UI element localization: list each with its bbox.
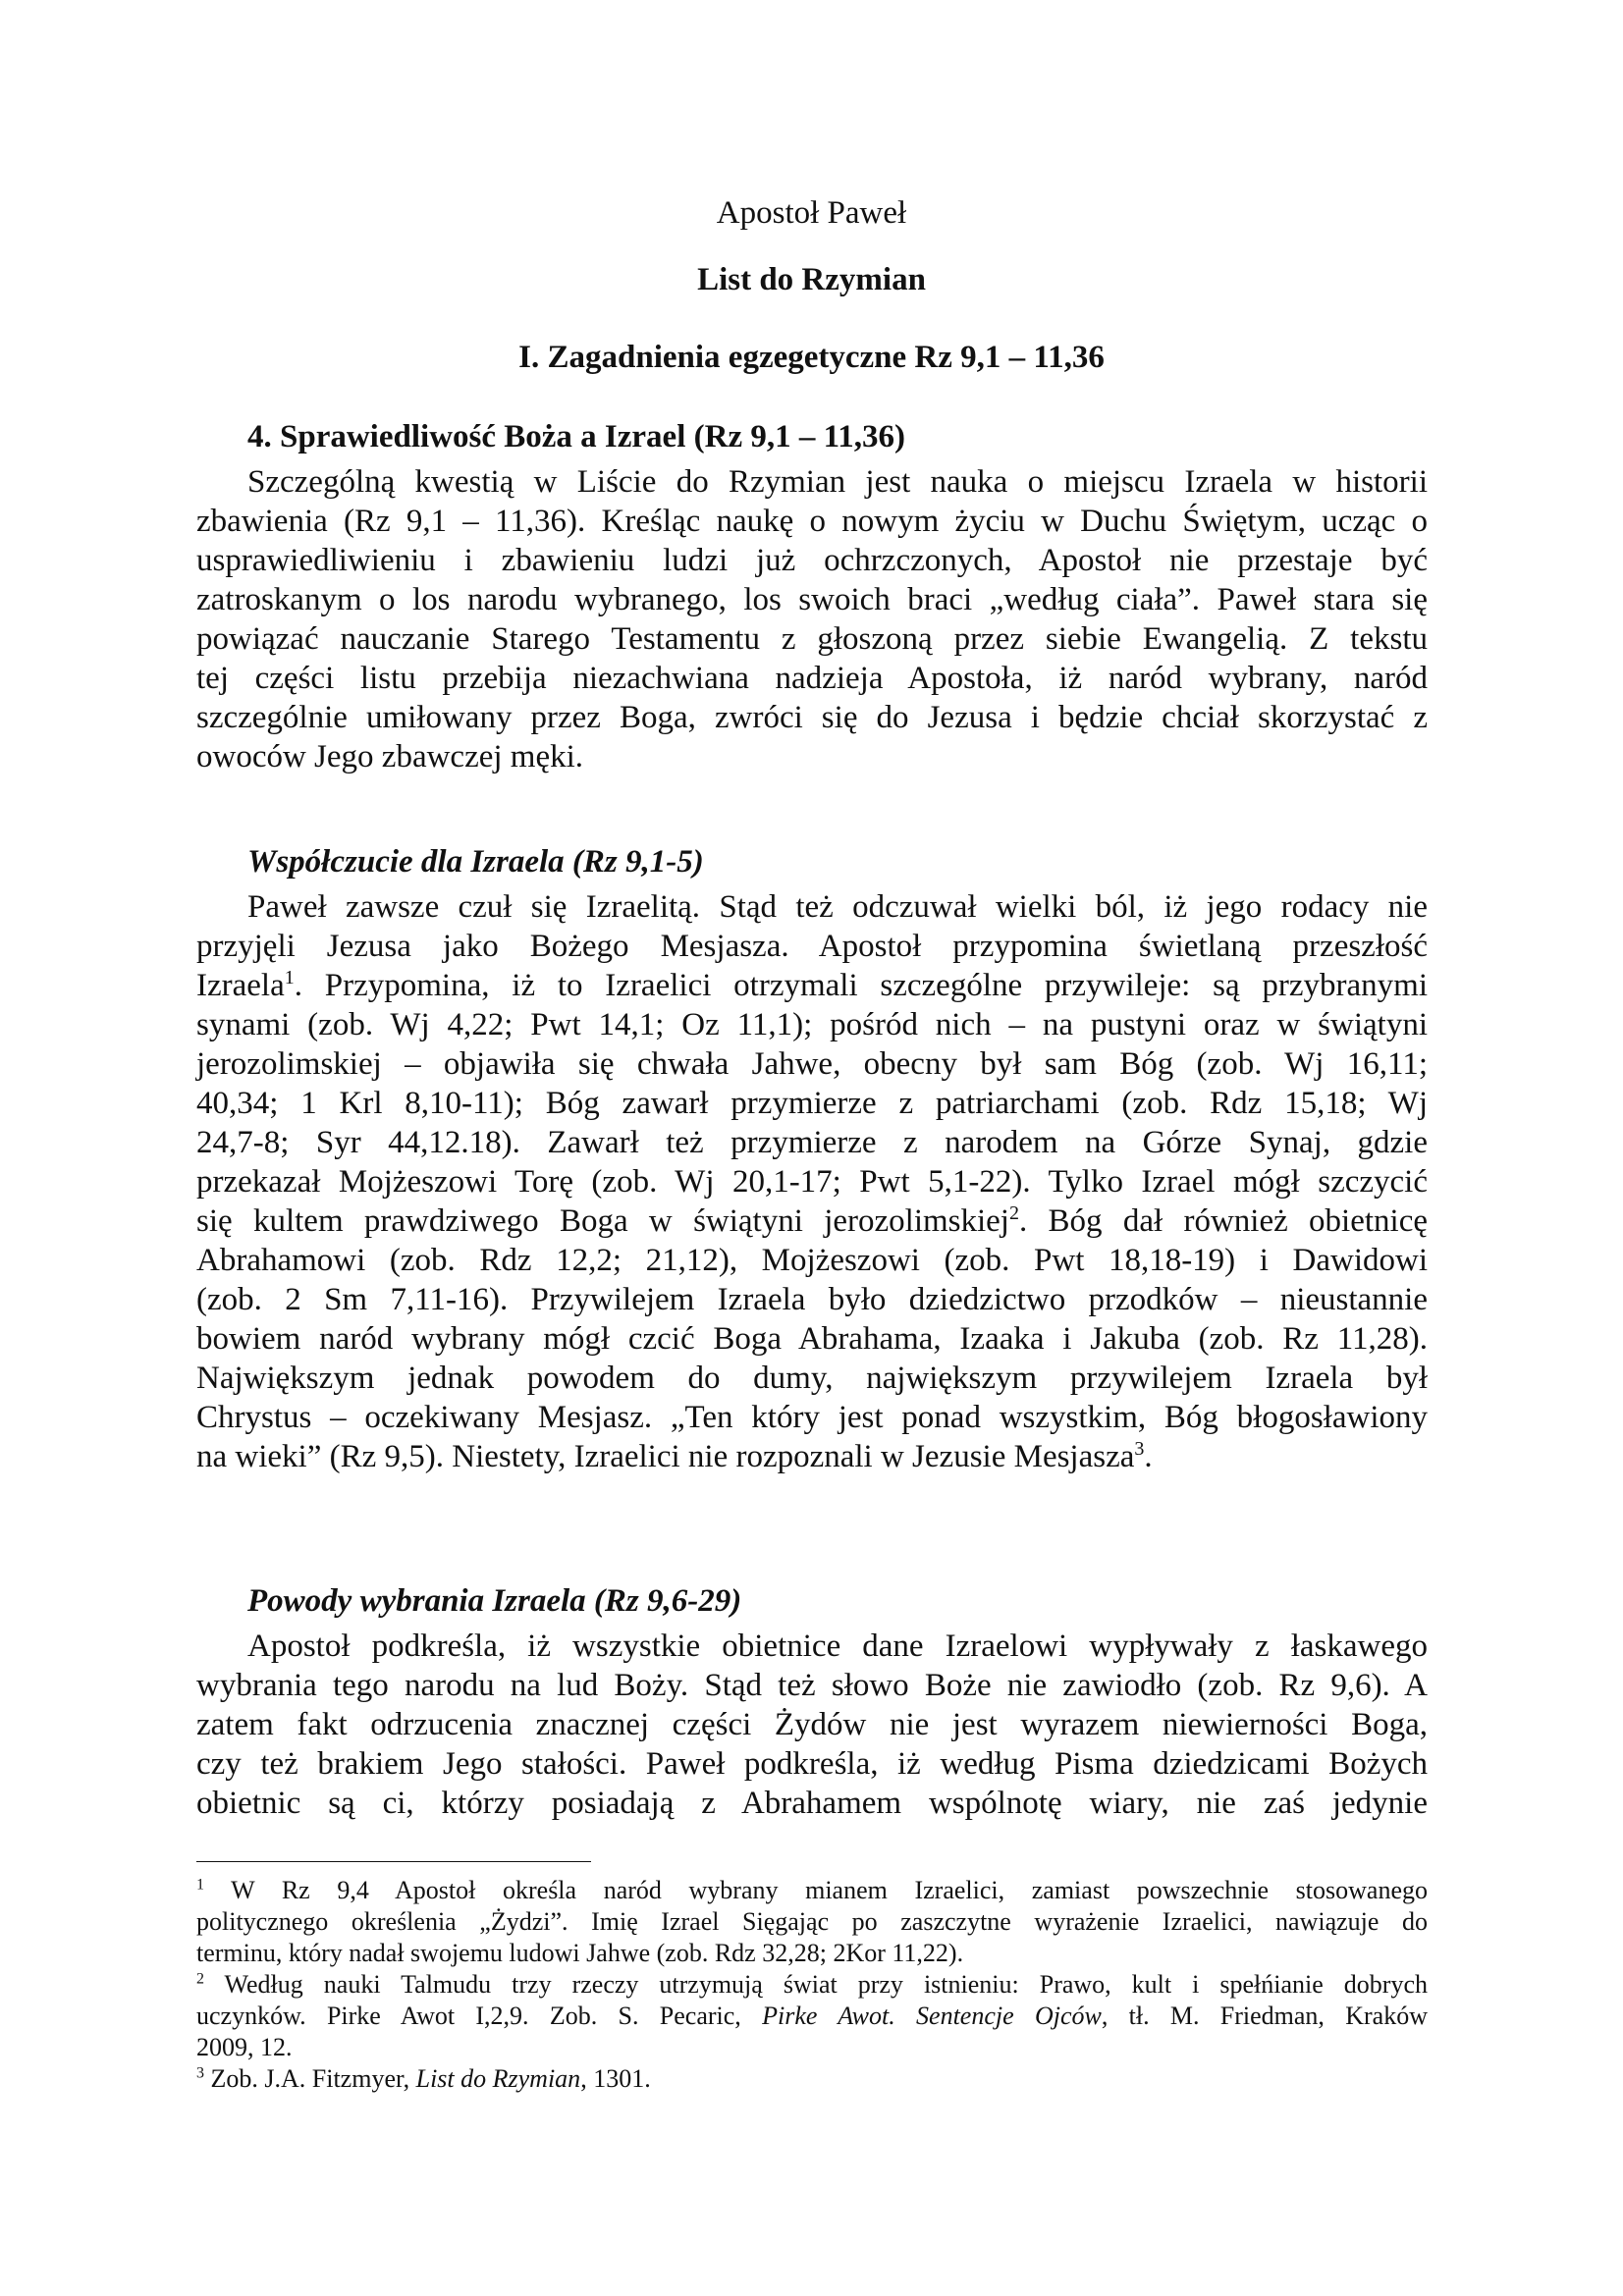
text-line: Apostoł podkreśla, iż wszystkie obietnice dane Izraelowi wypływały z łaskawego bbox=[247, 1629, 1428, 1664]
text-line: zbawienia (Rz 9,1 – 11,36). Kreśląc naukę o nowym życiu w Duchu Świętym, ucząc o bbox=[196, 504, 1428, 539]
footnote-1-line: politycznego określenia „Żydzi”. Imię Izrael Sięgając po zaszczytne wyrażenie Izraelici, nawiązuje do bbox=[196, 1907, 1428, 1936]
text-line: tej części listu przebija niezachwiana nadzieja Apostoła, iż naród wybrany, naród bbox=[196, 661, 1428, 696]
text-line: owoców Jego zbawczej męki. bbox=[196, 739, 584, 774]
footnote-2-line: 2009, 12. bbox=[196, 2033, 293, 2061]
text-line: czy też brakiem Jego stałości. Paweł podkreśla, iż według Pisma dziedzicami Bożych bbox=[196, 1746, 1428, 1782]
text-fragment: , 1301. bbox=[580, 2064, 651, 2093]
text-line: (zob. 2 Sm 7,11-16). Przywilejem Izraela było dziedzictwo przodków – nieustannie bbox=[196, 1282, 1428, 1317]
footnote-separator bbox=[196, 1861, 591, 1862]
text-fragment: , tł. M. Friedman, Kraków bbox=[1101, 2002, 1428, 2030]
footnote-number: 1 bbox=[196, 1876, 204, 1894]
text-fragment: . Bóg dał również obietnicę bbox=[1018, 1203, 1428, 1239]
text-line: Największym jednak powodem do dumy, największym przywilejem Izraela był bbox=[196, 1361, 1428, 1396]
footnote-number: 3 bbox=[196, 2064, 204, 2082]
text-line: usprawiedliwieniu i zbawieniu ludzi już ochrzczonych, Apostoł nie przestaje być bbox=[196, 543, 1428, 578]
text-line bbox=[196, 1201, 1428, 1241]
text-line: Paweł zawsze czuł się Izraelitą. Stąd też odczuwał wielki ból, iż jego rodacy nie bbox=[247, 889, 1428, 925]
part-heading: I. Zagadnienia egzegetyczne Rz 9,1 – 11,36 bbox=[518, 340, 1105, 375]
text-line: wybrania tego narodu na lud Boży. Stąd też słowo Boże nie zawiodło (zob. Rz 9,6). A bbox=[196, 1668, 1428, 1703]
footnote-number: 2 bbox=[196, 1970, 204, 1988]
wspolczucie-heading: Współczucie dla Izraela (Rz 9,1-5) bbox=[247, 844, 704, 880]
section-4-heading: 4. Sprawiedliwość Boża a Izrael (Rz 9,1 – 11,36) bbox=[247, 419, 906, 454]
footnote-2-line bbox=[196, 1969, 1428, 2001]
text-line: obietnic są ci, którzy posiadają z Abrahamem wspólnotę wiary, nie zaś jedynie bbox=[196, 1786, 1428, 1821]
text-line bbox=[196, 1437, 1428, 1476]
text-line: szczególnie umiłowany przez Boga, zwróci się do Jezusa i będzie chciał skorzystać z bbox=[196, 700, 1428, 735]
text-line: Szczególną kwestią w Liście do Rzymian jest nauka o miejscu Izraela w historii bbox=[247, 464, 1428, 500]
author-line: Apostoł Paweł bbox=[716, 195, 907, 231]
text-fragment: . Przypomina, iż to Izraelici otrzymali szczególne przywileje: są przybranymi bbox=[294, 968, 1428, 1003]
text-fragment: na wieki” (Rz 9,5). Niestety, Izraelici nie rozpoznali w Jezusie Mesjasza bbox=[196, 1439, 1135, 1474]
text-line bbox=[196, 966, 1428, 1005]
text-line: 40,34; 1 Krl 8,10-11); Bóg zawarł przymierze z patriarchami (zob. Rdz 15,18; Wj bbox=[196, 1086, 1428, 1121]
text-line: zatroskanym o los narodu wybranego, los swoich braci „według ciała”. Paweł stara się bbox=[196, 582, 1428, 617]
footnote-1-line: terminu, który nadał swojemu ludowi Jahwe (zob. Rdz 32,28; 2Kor 11,22). bbox=[196, 1939, 964, 1967]
powody-heading: Powody wybrania Izraela (Rz 9,6-29) bbox=[247, 1583, 742, 1619]
text-line: zatem fakt odrzucenia znacznej części Żydów nie jest wyrazem niewierności Boga, bbox=[196, 1707, 1428, 1742]
text-line: Chrystus – oczekiwany Mesjasz. „Ten który jest ponad wszystkim, Bóg błogosławiony bbox=[196, 1400, 1428, 1435]
text-line: Abrahamowi (zob. Rdz 12,2; 21,12), Mojżeszowi (zob. Pwt 18,18-19) i Dawidowi bbox=[196, 1243, 1428, 1278]
cited-title: List do Rzymian bbox=[415, 2064, 581, 2093]
text-line: bowiem naród wybrany mógł czcić Boga Abrahama, Izaaka i Jakuba (zob. Rz 11,28). bbox=[196, 1321, 1428, 1357]
text-fragment: uczynków. Pirke Awot I,2,9. Zob. S. Pecaric, bbox=[196, 2002, 763, 2030]
footnote-ref-2: 2 bbox=[1008, 1202, 1019, 1224]
text-fragment: Według nauki Talmudu trzy rzeczy utrzymują świat przy istnieniu: Prawo, kult i spełńianie dobrych bbox=[204, 1970, 1428, 1999]
footnote-ref-1: 1 bbox=[284, 967, 295, 988]
cited-title: Pirke Awot. Sentencje Ojców bbox=[762, 2002, 1102, 2030]
text-line: powiązać nauczanie Starego Testamentu z głoszoną przez siebie Ewangelią. Z tekstu bbox=[196, 621, 1428, 657]
text-fragment: Izraela bbox=[196, 968, 285, 1003]
powody-paragraph bbox=[196, 1627, 1428, 1823]
text-fragment: . bbox=[1144, 1439, 1153, 1474]
footnote-3-line bbox=[196, 2063, 1428, 2095]
section-4-paragraph bbox=[196, 462, 1428, 776]
text-fragment: Zob. J.A. Fitzmyer, bbox=[204, 2064, 416, 2093]
wspolczucie-paragraph bbox=[196, 887, 1428, 1476]
text-line: przekazał Mojżeszowi Torę (zob. Wj 20,1-17; Pwt 5,1-22). Tylko Izrael mógł szczycić bbox=[196, 1164, 1428, 1200]
footnote-2-line bbox=[196, 2001, 1428, 2032]
text-line: synami (zob. Wj 4,22; Pwt 14,1; Oz 11,1); pośród nich – na pustyni oraz w świątyni bbox=[196, 1007, 1428, 1042]
footnote-1-line bbox=[196, 1875, 1428, 1906]
footnotes bbox=[196, 1875, 1428, 2095]
text-line: jerozolimskiej – objawiła się chwała Jahwe, obecny był sam Bóg (zob. Wj 16,11; bbox=[196, 1046, 1428, 1082]
text-line: przyjęli Jezusa jako Bożego Mesjasza. Apostoł przypomina świetlaną przeszłość bbox=[196, 929, 1428, 964]
document-title: List do Rzymian bbox=[697, 262, 926, 297]
footnote-ref-3: 3 bbox=[1134, 1438, 1145, 1460]
text-line: 24,7-8; Syr 44,12.18). Zawarł też przymierze z narodem na Górze Synaj, gdzie bbox=[196, 1125, 1428, 1160]
text-fragment: W Rz 9,4 Apostoł określa naród wybrany mianem Izraelici, zamiast powszechnie stosowanego bbox=[204, 1876, 1428, 1904]
text-fragment: się kultem prawdziwego Boga w świątyni jerozolimskiej bbox=[196, 1203, 1009, 1239]
